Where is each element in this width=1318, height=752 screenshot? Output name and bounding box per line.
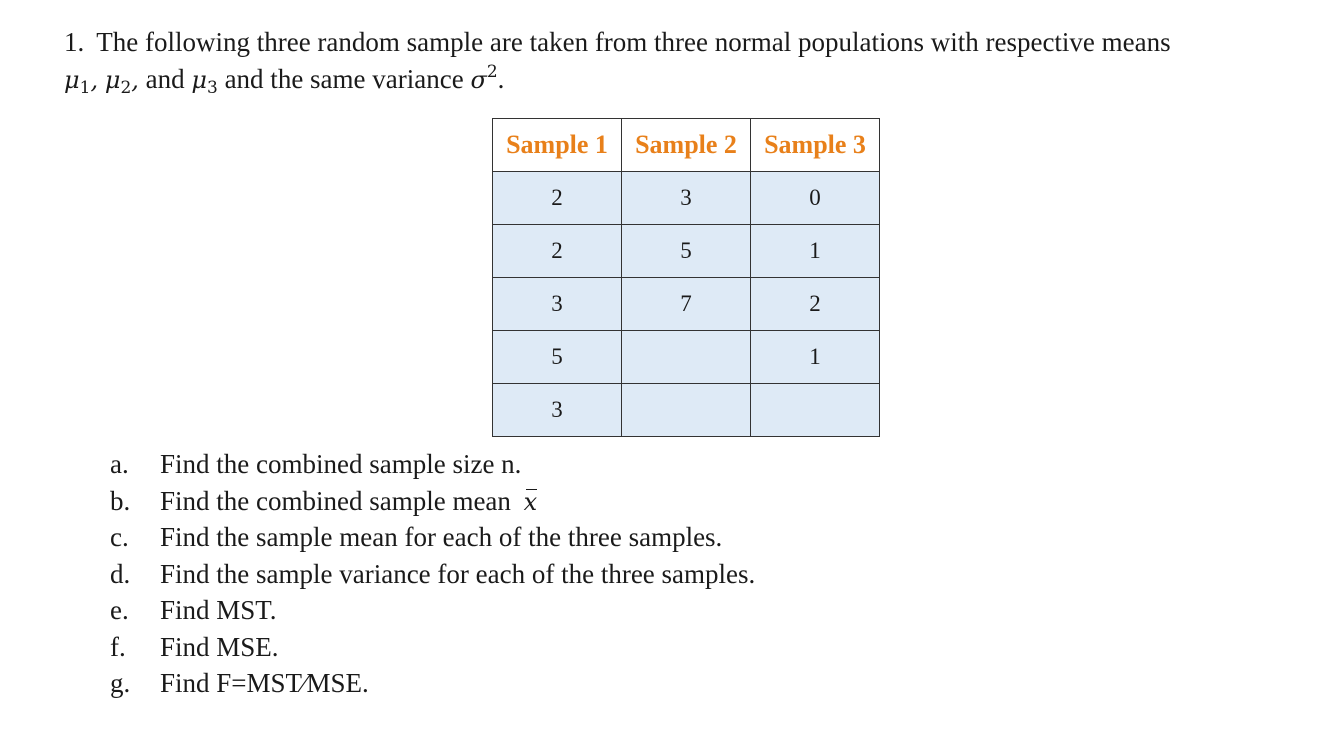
comma-1: ,	[90, 66, 99, 94]
table-cell	[622, 384, 751, 437]
table-row	[493, 172, 880, 225]
question-text: Find the sample mean for each of the three samples.	[160, 522, 723, 552]
sigma-squared-symbol: $\sigma^2$	[470, 62, 498, 94]
table-cell: 1	[751, 331, 880, 384]
table-cell	[751, 384, 880, 437]
question-list	[110, 446, 755, 702]
problem-statement	[64, 24, 1304, 99]
table-cell: 2	[751, 278, 880, 331]
table-cell	[622, 331, 751, 384]
table-cell: 5	[493, 331, 622, 384]
table-cell: 3	[622, 172, 751, 225]
question-e	[110, 592, 755, 629]
comma-2: ,	[131, 66, 139, 94]
x-bar-symbol: x	[524, 484, 538, 521]
question-d	[110, 556, 755, 593]
question-text: Find the sample variance for each of the three samples.	[160, 558, 756, 589]
table-cell: 7	[622, 278, 751, 331]
header-sample-2: Sample 2	[622, 119, 751, 172]
question-b	[110, 483, 755, 520]
table-row	[493, 384, 880, 437]
table-row	[493, 331, 880, 384]
table-header-row	[493, 119, 880, 172]
question-f	[110, 629, 755, 666]
table-cell: 2	[493, 172, 622, 225]
table-cell: 3	[493, 278, 622, 331]
samples-table	[492, 118, 880, 437]
question-label: e.	[110, 595, 129, 625]
question-label: b.	[110, 485, 131, 516]
question-g	[110, 665, 755, 702]
question-label: a.	[110, 449, 129, 479]
question-text: Find MSE.	[160, 631, 279, 662]
table-cell: 0	[751, 172, 880, 225]
and-word: and	[145, 64, 185, 94]
mu-2-symbol: $\mu_2$	[104, 66, 132, 98]
problem-text-start: The following three random sample are taken from three normal populations with respective means	[96, 27, 1171, 57]
table-cell: 2	[493, 225, 622, 278]
problem-period: .	[497, 64, 505, 94]
question-label: c.	[110, 522, 129, 552]
table-cell: 5	[622, 225, 751, 278]
question-label: f.	[110, 631, 126, 662]
table-row	[493, 225, 880, 278]
question-text: Find the combined sample size n.	[160, 449, 522, 479]
question-label: g.	[110, 668, 131, 698]
question-label: d.	[110, 558, 131, 589]
problem-number: 1.	[64, 27, 85, 57]
header-sample-3: Sample 3	[751, 119, 880, 172]
table-row	[493, 278, 880, 331]
question-text: Find MST.	[160, 595, 277, 625]
question-text: Find the combined sample mean	[160, 485, 511, 516]
question-a	[110, 446, 755, 483]
header-sample-1: Sample 1	[493, 119, 622, 172]
problem-text-end: and the same variance	[224, 64, 464, 94]
question-c	[110, 519, 755, 556]
table-cell: 1	[751, 225, 880, 278]
table-cell: 3	[493, 384, 622, 437]
question-text: Find F=MST⁄MSE.	[160, 668, 369, 698]
mu-1-symbol: $\mu_1$	[64, 66, 91, 98]
mu-3-symbol: $\mu_3$	[191, 66, 218, 98]
